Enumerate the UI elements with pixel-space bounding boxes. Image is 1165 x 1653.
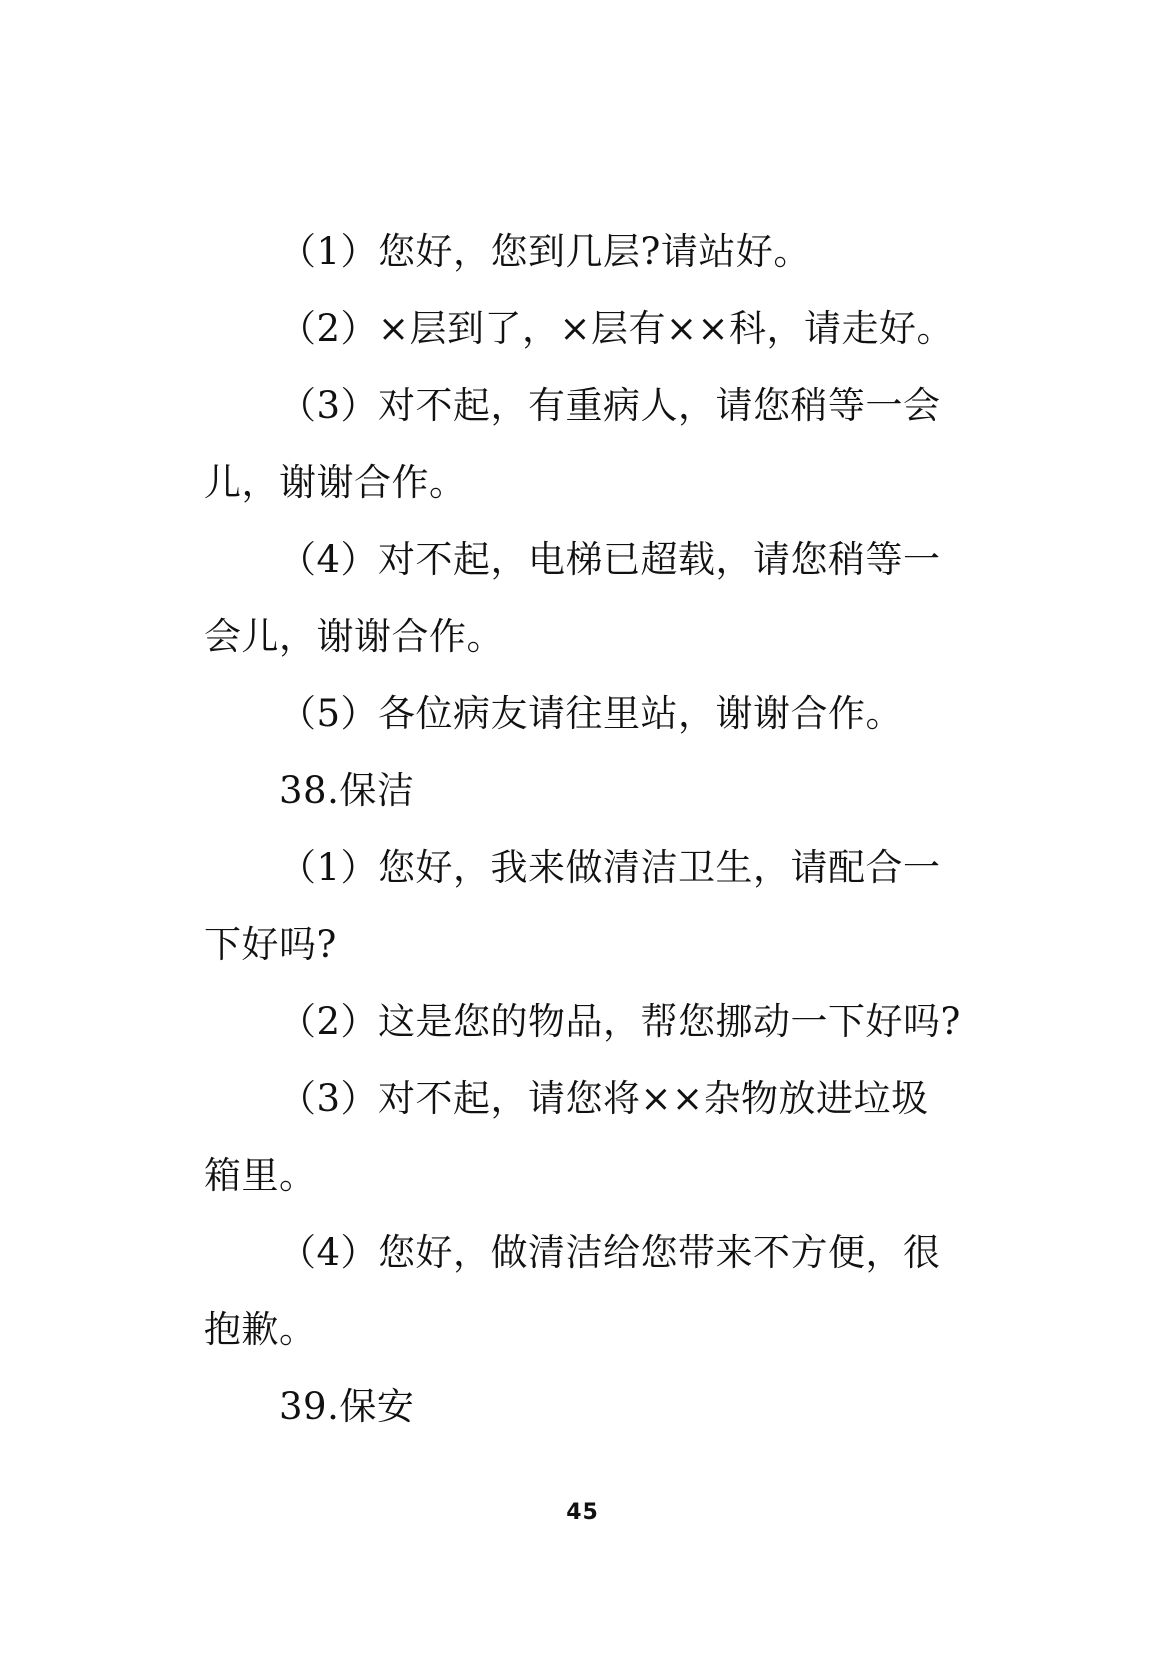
text-line: 抱歉。 [204, 1308, 317, 1351]
page-number: 45 [566, 1500, 599, 1525]
text-line: （4）对不起，电梯已超载，请您稍等一 [279, 538, 941, 581]
text-line: 下好吗? [204, 923, 337, 966]
text-line: （3）对不起，有重病人，请您稍等一会 [279, 384, 941, 427]
text-line: （1）您好，我来做清洁卫生，请配合一 [279, 846, 941, 889]
text-line: 儿，谢谢合作。 [204, 461, 467, 504]
text-line: 会儿，谢谢合作。 [204, 615, 504, 658]
section-heading: 38.保洁 [279, 769, 415, 812]
section-heading: 39.保安 [279, 1385, 415, 1428]
text-line: （4）您好，做清洁给您带来不方便，很 [279, 1231, 941, 1274]
text-line: （3）对不起，请您将××杂物放进垃圾 [279, 1077, 929, 1120]
text-line: （2）这是您的物品，帮您挪动一下好吗? [279, 1000, 961, 1043]
text-line: （1）您好，您到几层?请站好。 [279, 230, 811, 273]
text-line: （2）×层到了，×层有××科，请走好。 [279, 307, 955, 350]
text-line: 箱里。 [204, 1154, 317, 1197]
text-line: （5）各位病友请往里站，谢谢合作。 [279, 692, 904, 735]
